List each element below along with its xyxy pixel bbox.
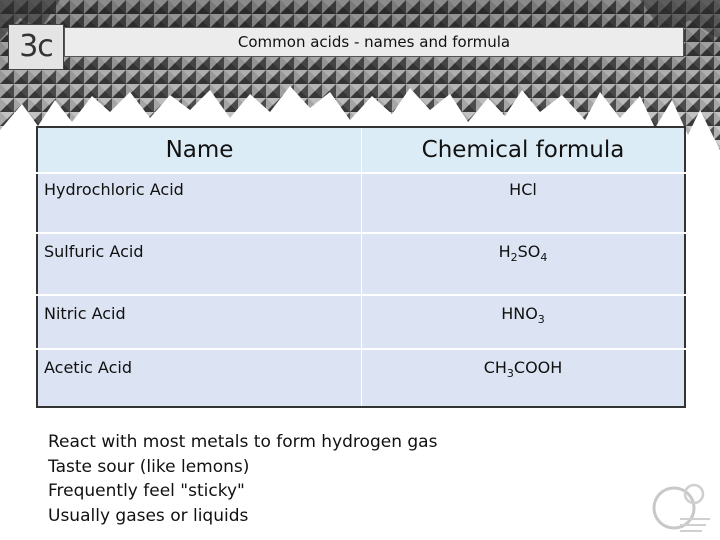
formula-subscript: 2 <box>510 251 518 265</box>
formula-text: HNO <box>501 304 538 323</box>
formula-text: HCl <box>509 180 537 199</box>
acid-name: Nitric Acid <box>37 295 362 349</box>
acid-formula <box>362 233 686 295</box>
formula-text: H <box>498 242 511 261</box>
acid-formula <box>362 295 686 349</box>
column-header-formula: Chemical formula <box>362 127 686 173</box>
formula-text: SO <box>517 242 541 261</box>
acid-name: Acetic Acid <box>37 349 362 407</box>
formula-subscript: 4 <box>540 251 548 265</box>
acid-properties-list <box>48 430 437 528</box>
formula-text: CH <box>483 358 507 377</box>
section-badge: 3c <box>8 24 64 70</box>
formula-subscript: 3 <box>506 367 514 381</box>
property-line: Taste sour (like lemons) <box>48 456 250 477</box>
table-header-row <box>37 127 685 173</box>
formula-text: COOH <box>513 358 563 377</box>
acid-name: Sulfuric Acid <box>37 233 362 295</box>
formula-subscript: 3 <box>537 313 545 327</box>
acid-name: Hydrochloric Acid <box>37 173 362 233</box>
table-row <box>37 295 685 349</box>
acids-table <box>36 126 686 408</box>
acid-formula <box>362 173 686 233</box>
property-line: Usually gases or liquids <box>48 505 249 526</box>
property-line: React with most metals to form hydrogen gas <box>48 432 438 452</box>
slide-title <box>64 27 684 57</box>
property-line: Frequently feel "sticky" <box>48 481 245 501</box>
column-header-name: Name <box>37 127 362 173</box>
table-row <box>37 173 685 233</box>
acid-formula <box>362 349 686 407</box>
table-row <box>37 233 685 295</box>
slide-title-text: Common acids - names and formula <box>237 33 511 51</box>
publisher-logo-icon <box>650 482 714 538</box>
table-row <box>37 349 685 407</box>
